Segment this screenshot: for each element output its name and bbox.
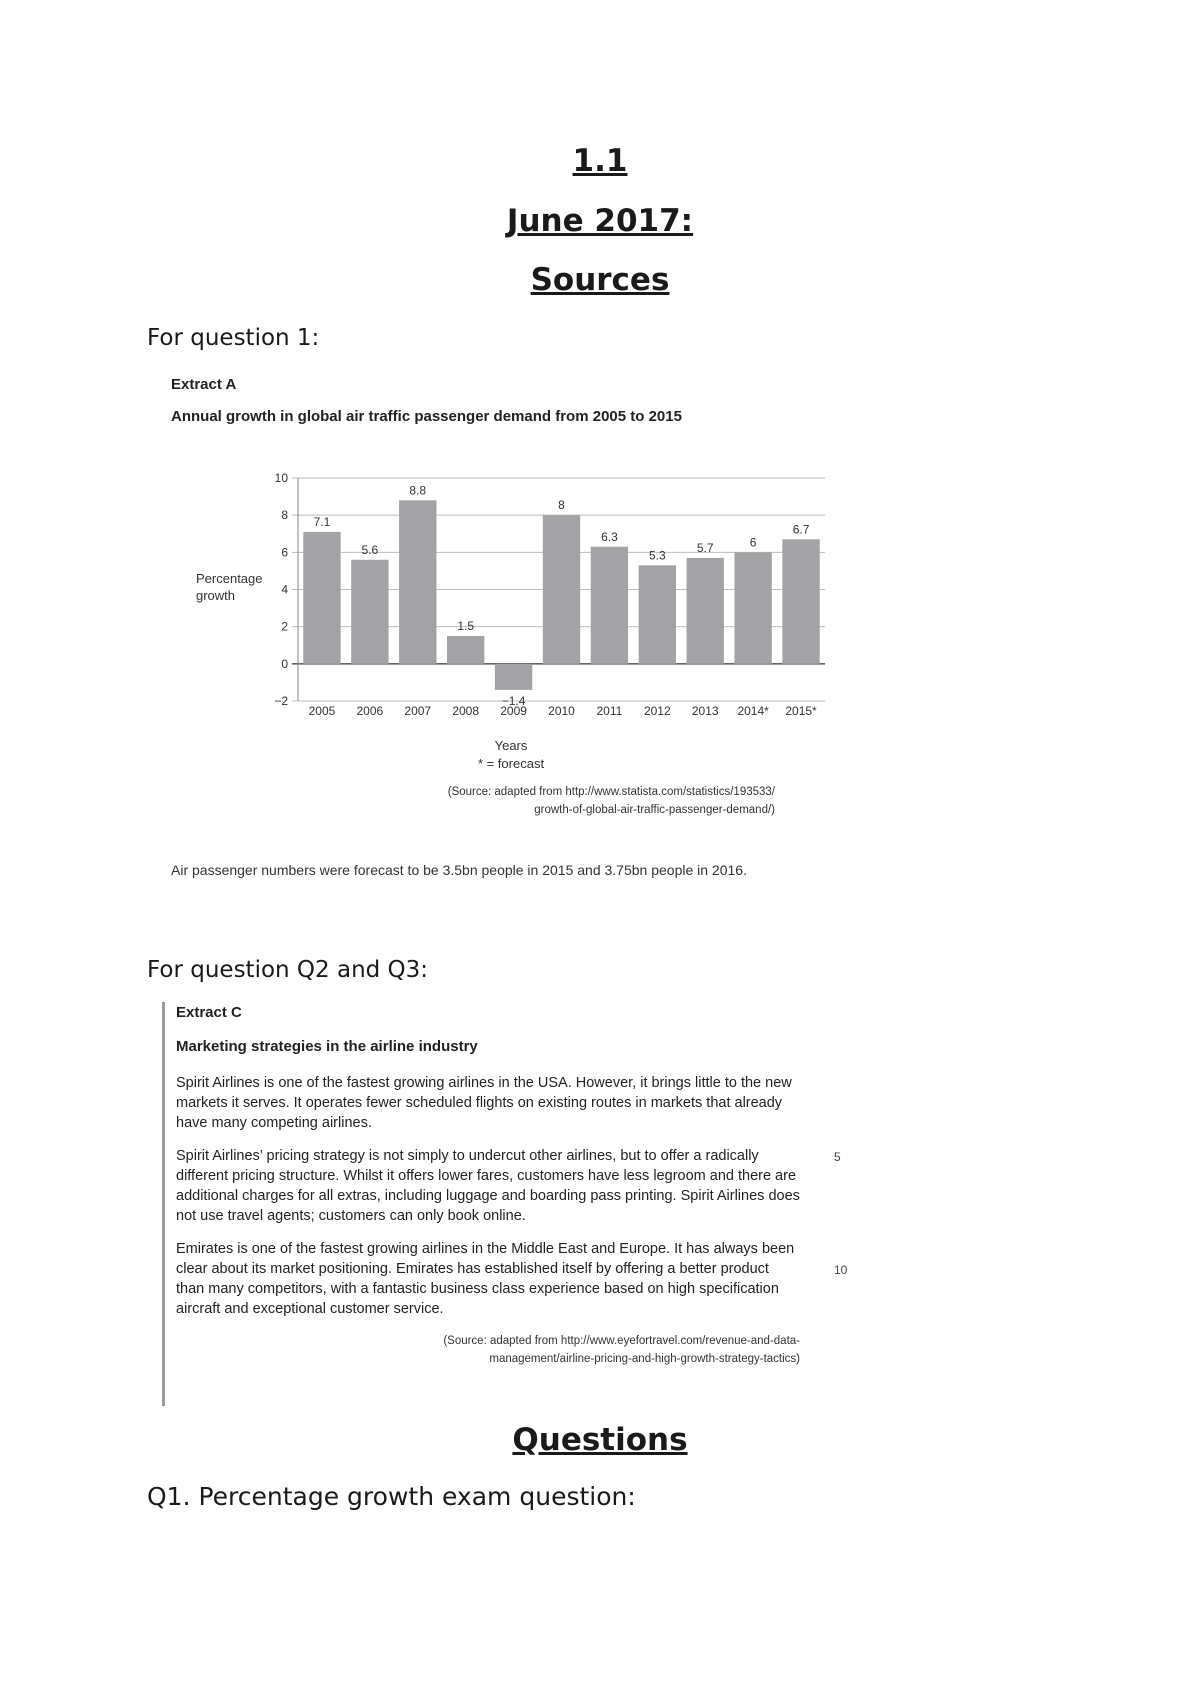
extract-c-source-line1: (Source: adapted from http://www.eyefortravel.com/revenue-and-data- bbox=[443, 1335, 800, 1347]
y-tick-label: 2 bbox=[281, 619, 288, 634]
bar bbox=[591, 547, 628, 664]
value-label: 1.5 bbox=[457, 618, 475, 633]
extract-c-source bbox=[360, 1332, 800, 1368]
y-tick-label: 0 bbox=[281, 656, 288, 671]
bar bbox=[303, 532, 340, 664]
extract-c-label: Extract C bbox=[176, 1004, 242, 1021]
value-label: 6.3 bbox=[601, 529, 618, 544]
x-tick-label: 2014* bbox=[737, 704, 769, 718]
question-1-exam-label: Q1. Percentage growth exam question: bbox=[147, 1482, 636, 1511]
y-tick-label: 10 bbox=[274, 471, 288, 485]
question-1-label: For question 1: bbox=[147, 325, 320, 351]
y-tick-label: −2 bbox=[274, 694, 288, 708]
value-label: 5.7 bbox=[696, 540, 714, 555]
chart-bars bbox=[303, 500, 819, 690]
extract-c-margin-rule bbox=[162, 1002, 165, 1406]
x-tick-label: 2007 bbox=[404, 704, 432, 718]
value-label: 8 bbox=[558, 498, 565, 513]
extract-a-title: Annual growth in global air traffic passenger demand from 2005 to 2015 bbox=[171, 408, 682, 425]
exam-date-heading: June 2017: bbox=[506, 203, 694, 239]
value-label: 5.3 bbox=[648, 548, 666, 563]
bar bbox=[447, 636, 484, 664]
extract-c-title: Marketing strategies in the airline industry bbox=[176, 1038, 478, 1055]
x-tick-label: 2008 bbox=[452, 704, 480, 718]
forecast-footnote: * = forecast bbox=[477, 756, 545, 771]
extract-a-source bbox=[405, 783, 775, 819]
line-number-5: 5 bbox=[834, 1150, 841, 1164]
extract-c-paragraph-2: Spirit Airlines’ pricing strategy is not simply to undercut other airlines, but to offer a radically different pricing structure. Whilst it offers lower fares, customers have less legroom and there are additional charges for all extras, including luggage and boarding pass printing. Spirit Airlines does not use travel agents; customers can only book online. bbox=[176, 1148, 800, 1224]
x-axis-label: Years bbox=[494, 738, 528, 753]
bar bbox=[639, 565, 676, 663]
bar bbox=[399, 500, 436, 664]
y-tick-label: 6 bbox=[281, 545, 288, 560]
x-tick-label: 2006 bbox=[356, 704, 384, 718]
y-axis-label-line2: growth bbox=[196, 588, 236, 603]
extract-a-label: Extract A bbox=[171, 376, 237, 393]
y-axis-label-line1: Percentage bbox=[196, 571, 263, 586]
value-label: 7.1 bbox=[313, 514, 331, 529]
extract-c-paragraph-3: Emirates is one of the fastest growing airlines in the Middle East and Europe. It has always been clear about its market positioning. Emirates has established itself by offering a better product than many competitors, with a fantastic business class experience based on high specification aircraft and exceptional customer service. bbox=[176, 1241, 795, 1317]
growth-bar-chart bbox=[180, 448, 840, 778]
x-tick-label: 2012 bbox=[643, 704, 671, 718]
section-number: 1.1 bbox=[572, 143, 628, 179]
bar bbox=[687, 558, 724, 664]
x-tick-label: 2005 bbox=[308, 704, 336, 718]
bar bbox=[734, 552, 771, 664]
value-label: 8.8 bbox=[409, 483, 427, 498]
value-label: 5.6 bbox=[361, 542, 379, 557]
questions-heading: Questions bbox=[512, 1422, 688, 1458]
extract-c-paragraph-1: Spirit Airlines is one of the fastest growing airlines in the USA. However, it brings little to the new markets it serves. It operates fewer scheduled flights on existing routes in markets that already have many competing airlines. bbox=[176, 1075, 792, 1131]
sources-heading: Sources bbox=[530, 262, 670, 298]
extract-a-source-line2: growth-of-global-air-traffic-passenger-demand/) bbox=[534, 804, 775, 816]
y-tick-label: 4 bbox=[281, 582, 288, 597]
value-label: 6.7 bbox=[792, 522, 810, 537]
value-label: 6 bbox=[749, 535, 757, 550]
question-2-3-label: For question Q2 and Q3: bbox=[147, 957, 429, 983]
x-tick-label: 2015* bbox=[785, 704, 817, 718]
line-number-10: 10 bbox=[834, 1263, 848, 1277]
x-tick-label: 2010 bbox=[548, 704, 575, 718]
extract-c-source-line2: management/airline-pricing-and-high-growth-strategy-tactics) bbox=[489, 1353, 800, 1365]
x-tick-label: 2011 bbox=[596, 704, 623, 718]
bar bbox=[782, 539, 819, 664]
bar bbox=[351, 560, 388, 664]
value-label: −1.4 bbox=[501, 693, 526, 708]
chart-x-ticks bbox=[309, 704, 817, 718]
extract-a-note: Air passenger numbers were forecast to be 3.5bn people in 2015 and 3.75bn people in 2016. bbox=[171, 862, 747, 878]
y-tick-label: 8 bbox=[281, 508, 288, 523]
chart-y-ticks bbox=[274, 471, 288, 708]
x-tick-label: 2009 bbox=[500, 704, 527, 718]
bar bbox=[543, 515, 580, 664]
x-tick-label: 2013 bbox=[691, 704, 719, 718]
extract-a-source-line1: (Source: adapted from http://www.statista.com/statistics/193533/ bbox=[447, 786, 775, 798]
bar bbox=[495, 664, 532, 690]
